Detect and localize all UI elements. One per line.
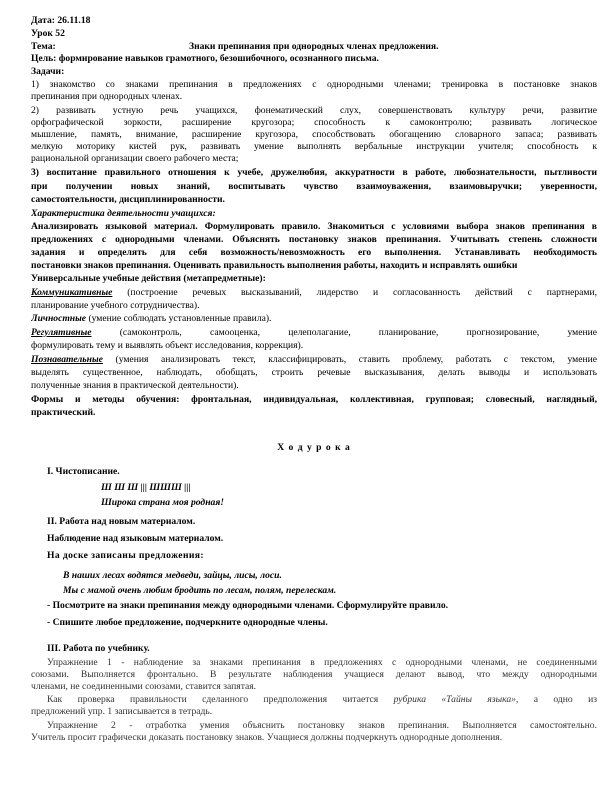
forms-methods: [31, 394, 597, 406]
task-line: мелкую моторику кистей рук, развивать умение выполнять вербальные инструкции учителя; способность к: [31, 141, 597, 152]
regulative-text: (самоконтроль, самооценка, целеполагание, планирование, прогнозирование, умение: [91, 327, 597, 338]
uud-regulative: [31, 327, 597, 339]
uud-line: выделять существенное, наблюдать, обобщать, строить речевые высказывания, делать выводы и использовать: [31, 367, 597, 378]
task-line: при получении новых знаний, воспитывать чувство взаимоуважения, взаимовыручки; уверенности,: [31, 181, 597, 192]
course-title: Х о д у р о к а: [277, 442, 351, 453]
lesson-number: Урок 52: [31, 28, 65, 39]
uud-cognitive: [31, 354, 597, 366]
task-line: препинания при однородных членах.: [31, 91, 183, 102]
personal-text: (умение соблюдать установленные правила).: [86, 313, 272, 324]
paragraph-line: предложений упр. 1 записывается в тетрадь.: [31, 706, 213, 717]
lesson-topic: [31, 41, 597, 53]
section-3-title: III. Работа по учебнику.: [47, 643, 150, 654]
forms-text: фронтальная, индивидуальная, коллективная, групповая; словесный, наглядный,: [179, 394, 597, 405]
lesson-goal: Цель: формирование навыков грамотного, безошибочного, осознанного письма.: [31, 53, 379, 64]
characteristics-line: постановки знаков препинания. Оценивать правильность выполнения работы, находить и исправлять ошибки: [31, 260, 518, 271]
tasks-label: Задачи:: [31, 66, 65, 77]
board-label: На доске записаны предложения:: [47, 550, 204, 561]
uud-line: полученные знания в практической деятельности).: [31, 380, 239, 391]
uud-line: планирование учебного сотрудничества).: [31, 300, 200, 311]
paragraph-line: Учитель просит графически доказать постановку знаков. Учащиеся должны подчеркнуть однородные дополнения.: [31, 732, 503, 743]
calligraphy-phrase: Широка страна моя родная!: [101, 497, 224, 508]
forms-label: Формы и методы обучения:: [31, 394, 180, 405]
section-2-subtitle: Наблюдение над языковым материалом.: [47, 533, 224, 544]
characteristics-line: предложениях с однородными членами. Объяснять постановку знаков препинания. Учитывать степень сложности: [31, 234, 597, 245]
task-line: 3) воспитание правильного отношения к учебе, дружелюбия, аккуратности в работе, любознательности, пытливости: [31, 167, 597, 178]
example-sentence: Мы с мамой очень любим бродить по лесам, полям, перелескам.: [63, 585, 337, 596]
uud-line: формулировать тему и выявлять объект исследования, коррекция).: [31, 340, 304, 351]
question-line: - Посмотрите на знаки препинания между однородными членами. Сформулируйте правило.: [47, 600, 449, 611]
section-2-title: II. Работа над новым материалом.: [47, 516, 196, 527]
topic-label: Тема:: [31, 41, 56, 52]
uud-personal: [31, 313, 597, 325]
task-line: 2) развивать устную речь учащихся, фонематический слух, совершенствовать культуру речи, развитие: [31, 105, 597, 116]
uud-communicative: [31, 287, 597, 299]
question-line: - Спишите любое предложение, подчеркните однородные члены.: [47, 617, 328, 628]
characteristics-line: задания и определять для себя возможность/невозможность его выполнения. Устанавливать необходимость: [31, 247, 597, 258]
characteristics-title: Характеристика деятельности учащихся:: [31, 208, 216, 219]
task-line: рациональной организации своего рабочего места;: [31, 153, 239, 164]
task-line: 1) знакомство со знаками препинания в предложениях с однородными членами; тренировка в постановке знаков: [31, 79, 597, 90]
regulative-label: Регулятивные: [31, 327, 92, 338]
example-sentence: В наших лесах водятся медведи, зайцы, лисы, лоси.: [63, 570, 282, 581]
rubric-title: рубрика «Тайны языка»,: [393, 694, 519, 705]
task-line: самостоятельности, дисциплинированности.: [31, 194, 225, 205]
task-line: орфографической зоркости, расширение кругозора; способность к самоконтролю; развивать логическое: [31, 117, 597, 128]
paragraph-line: членами, не соединенными союзами, ставится запятая.: [31, 681, 257, 692]
paragraph-line: союзами. Выполняется фронтально. В результате наблюдения учащиеся делают вывод, что между однородными: [31, 669, 597, 680]
uud-title: Универсальные учебные действия (метапредметные):: [31, 273, 266, 284]
cognitive-text: (умения анализировать текст, классифицировать, ставить проблему, работать с текстом, умение: [102, 354, 597, 365]
communicative-text: (построение речевых высказываний, лидерство и согласованность действий с партнерами,: [112, 287, 597, 298]
lesson-date: Дата: 26.11.18: [31, 15, 91, 26]
topic-text: Знаки препинания при однородных членах предложения.: [189, 41, 439, 52]
paragraph-line: [47, 694, 597, 706]
communicative-label: Коммуникативные: [31, 287, 113, 298]
forms-line: практический.: [31, 407, 96, 418]
calligraphy-pattern: Ш Ш Ш ||| ШШШ |||: [101, 482, 191, 493]
paragraph-line: Упражнение 2 - отработка умения объяснить постановку знаков препинания. Выполняется самостоятельно.: [47, 720, 597, 731]
paragraph-line: Упражнение 1 - наблюдение за знаками препинания в предложениях с однородными членами, не соединенными: [47, 657, 597, 668]
cognitive-label: Познавательные: [31, 354, 103, 365]
section-1-title: I. Чистописание.: [47, 466, 120, 477]
personal-label: Личностные: [31, 313, 87, 324]
paragraph-text: а одно из: [518, 694, 597, 705]
task-line: мышление, память, внимание, расширение кругозора, способствовать обогащению словарного запаса; развивать: [31, 129, 597, 140]
characteristics-line: Анализировать языковой материал. Формулировать правило. Знакомиться с условиями выбора знаков препинания в: [31, 221, 597, 232]
paragraph-text: Как проверка правильности сделанного предположения читается: [47, 694, 394, 705]
